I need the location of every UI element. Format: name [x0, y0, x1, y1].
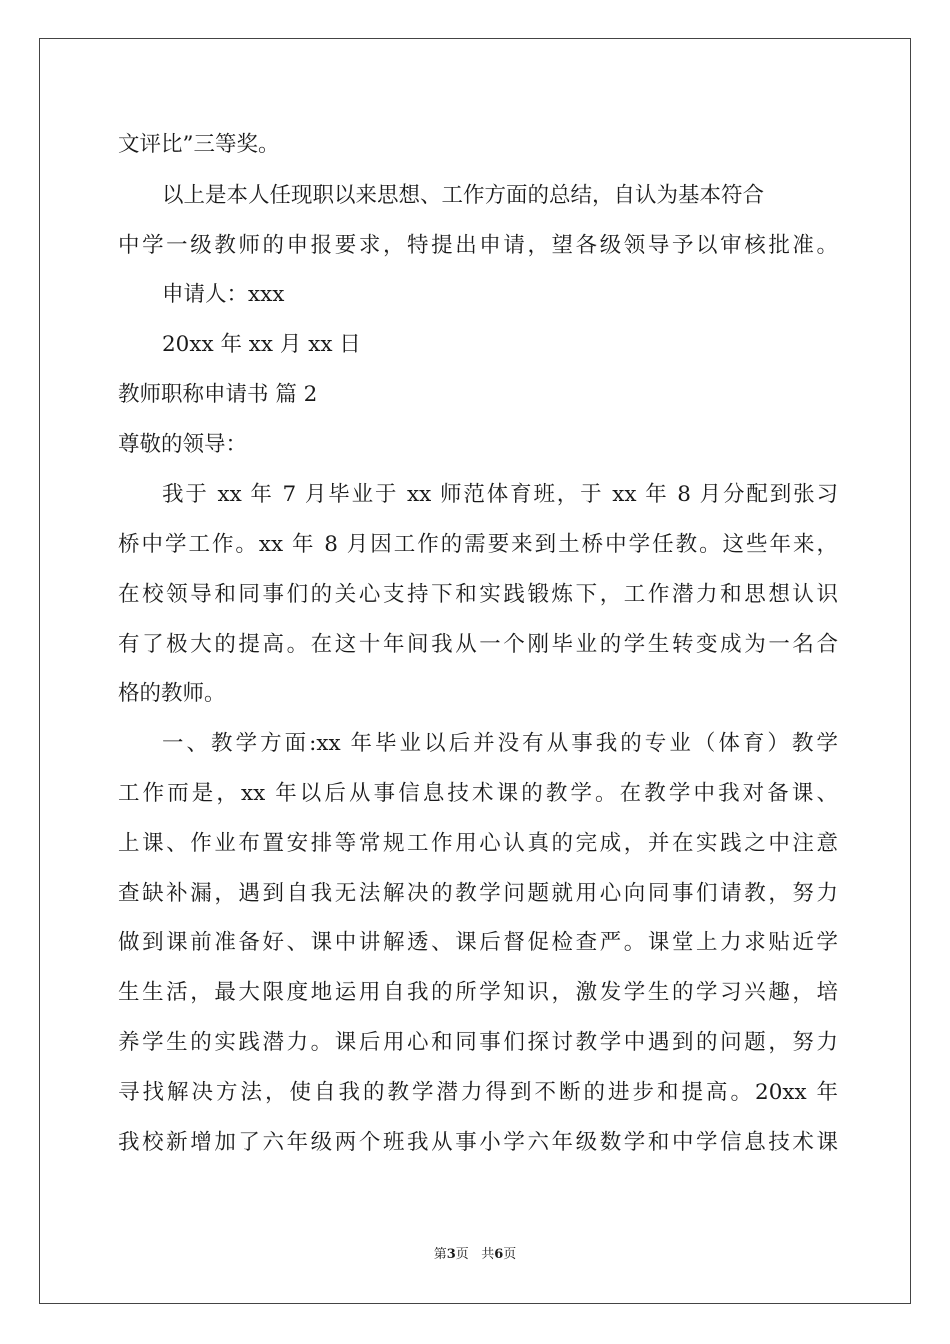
text-line: 有了极大的提高。在这十年间我从一个刚毕业的学生转变成为一名合 — [118, 632, 838, 657]
total-prefix: 共 — [481, 1247, 495, 1262]
text-line: 上课、作业布置安排等常规工作用心认真的完成，并在实践之中注意 — [118, 831, 838, 856]
text-line: 文评比”三等奖。 — [118, 132, 280, 157]
section-heading: 教师职称申请书 篇 2 — [118, 382, 318, 407]
total-pages: 6 — [494, 1247, 504, 1262]
text-line: 我校新增加了六年级两个班我从事小学六年级数学和中学信息技术课 — [118, 1130, 838, 1155]
salutation: 尊敬的领导： — [118, 432, 248, 457]
text-line: 桥中学工作。xx 年 8 月因工作的需要来到土桥中学任教。这些年来， — [118, 532, 838, 557]
text-line: 我于 xx 年 7 月毕业于 xx 师范体育班，于 xx 年 8 月分配到张习 — [162, 482, 838, 507]
text-line: 查缺补漏，遇到自我无法解决的教学问题就用心向同事们请教，努力 — [118, 881, 838, 906]
text-line: 中学一级教师的申报要求，特提出申请，望各级领导予以审核批准。 — [118, 233, 838, 258]
page-number: 3 — [446, 1247, 456, 1262]
text-line: 生生活，最大限度地运用自我的所学知识，激发学生的学习兴趣，培 — [118, 980, 838, 1005]
date-line: 20xx 年 xx 月 xx 日 — [162, 332, 361, 357]
page-prefix: 第 — [433, 1247, 447, 1262]
text-line: 工作而是，xx 年以后从事信息技术课的教学。在教学中我对备课、 — [118, 781, 838, 806]
page-suffix: 页 — [455, 1247, 469, 1262]
page-border — [39, 38, 911, 1304]
text-line: 做到课前准备好、课中讲解透、课后督促检查严。课堂上力求贴近学 — [118, 930, 838, 955]
text-line: 格的教师。 — [118, 681, 226, 706]
text-line: 寻找解决方法，使自我的教学潜力得到不断的进步和提高。20xx 年 — [118, 1080, 838, 1105]
text-line: 在校领导和同事们的关心支持下和实践锻炼下，工作潜力和思想认识 — [118, 582, 838, 607]
text-line: 养学生的实践潜力。课后用心和同事们探讨教学中遇到的问题，努力 — [118, 1030, 838, 1055]
page-footer — [0, 1246, 950, 1264]
text-line: 一、教学方面:xx 年毕业以后并没有从事我的专业（体育）教学 — [162, 731, 838, 756]
text-line: 以上是本人任现职以来思想、工作方面的总结，自认为基本符合 — [162, 183, 765, 208]
total-suffix: 页 — [503, 1247, 517, 1262]
signature-label: 申请人：xxx — [162, 282, 285, 307]
